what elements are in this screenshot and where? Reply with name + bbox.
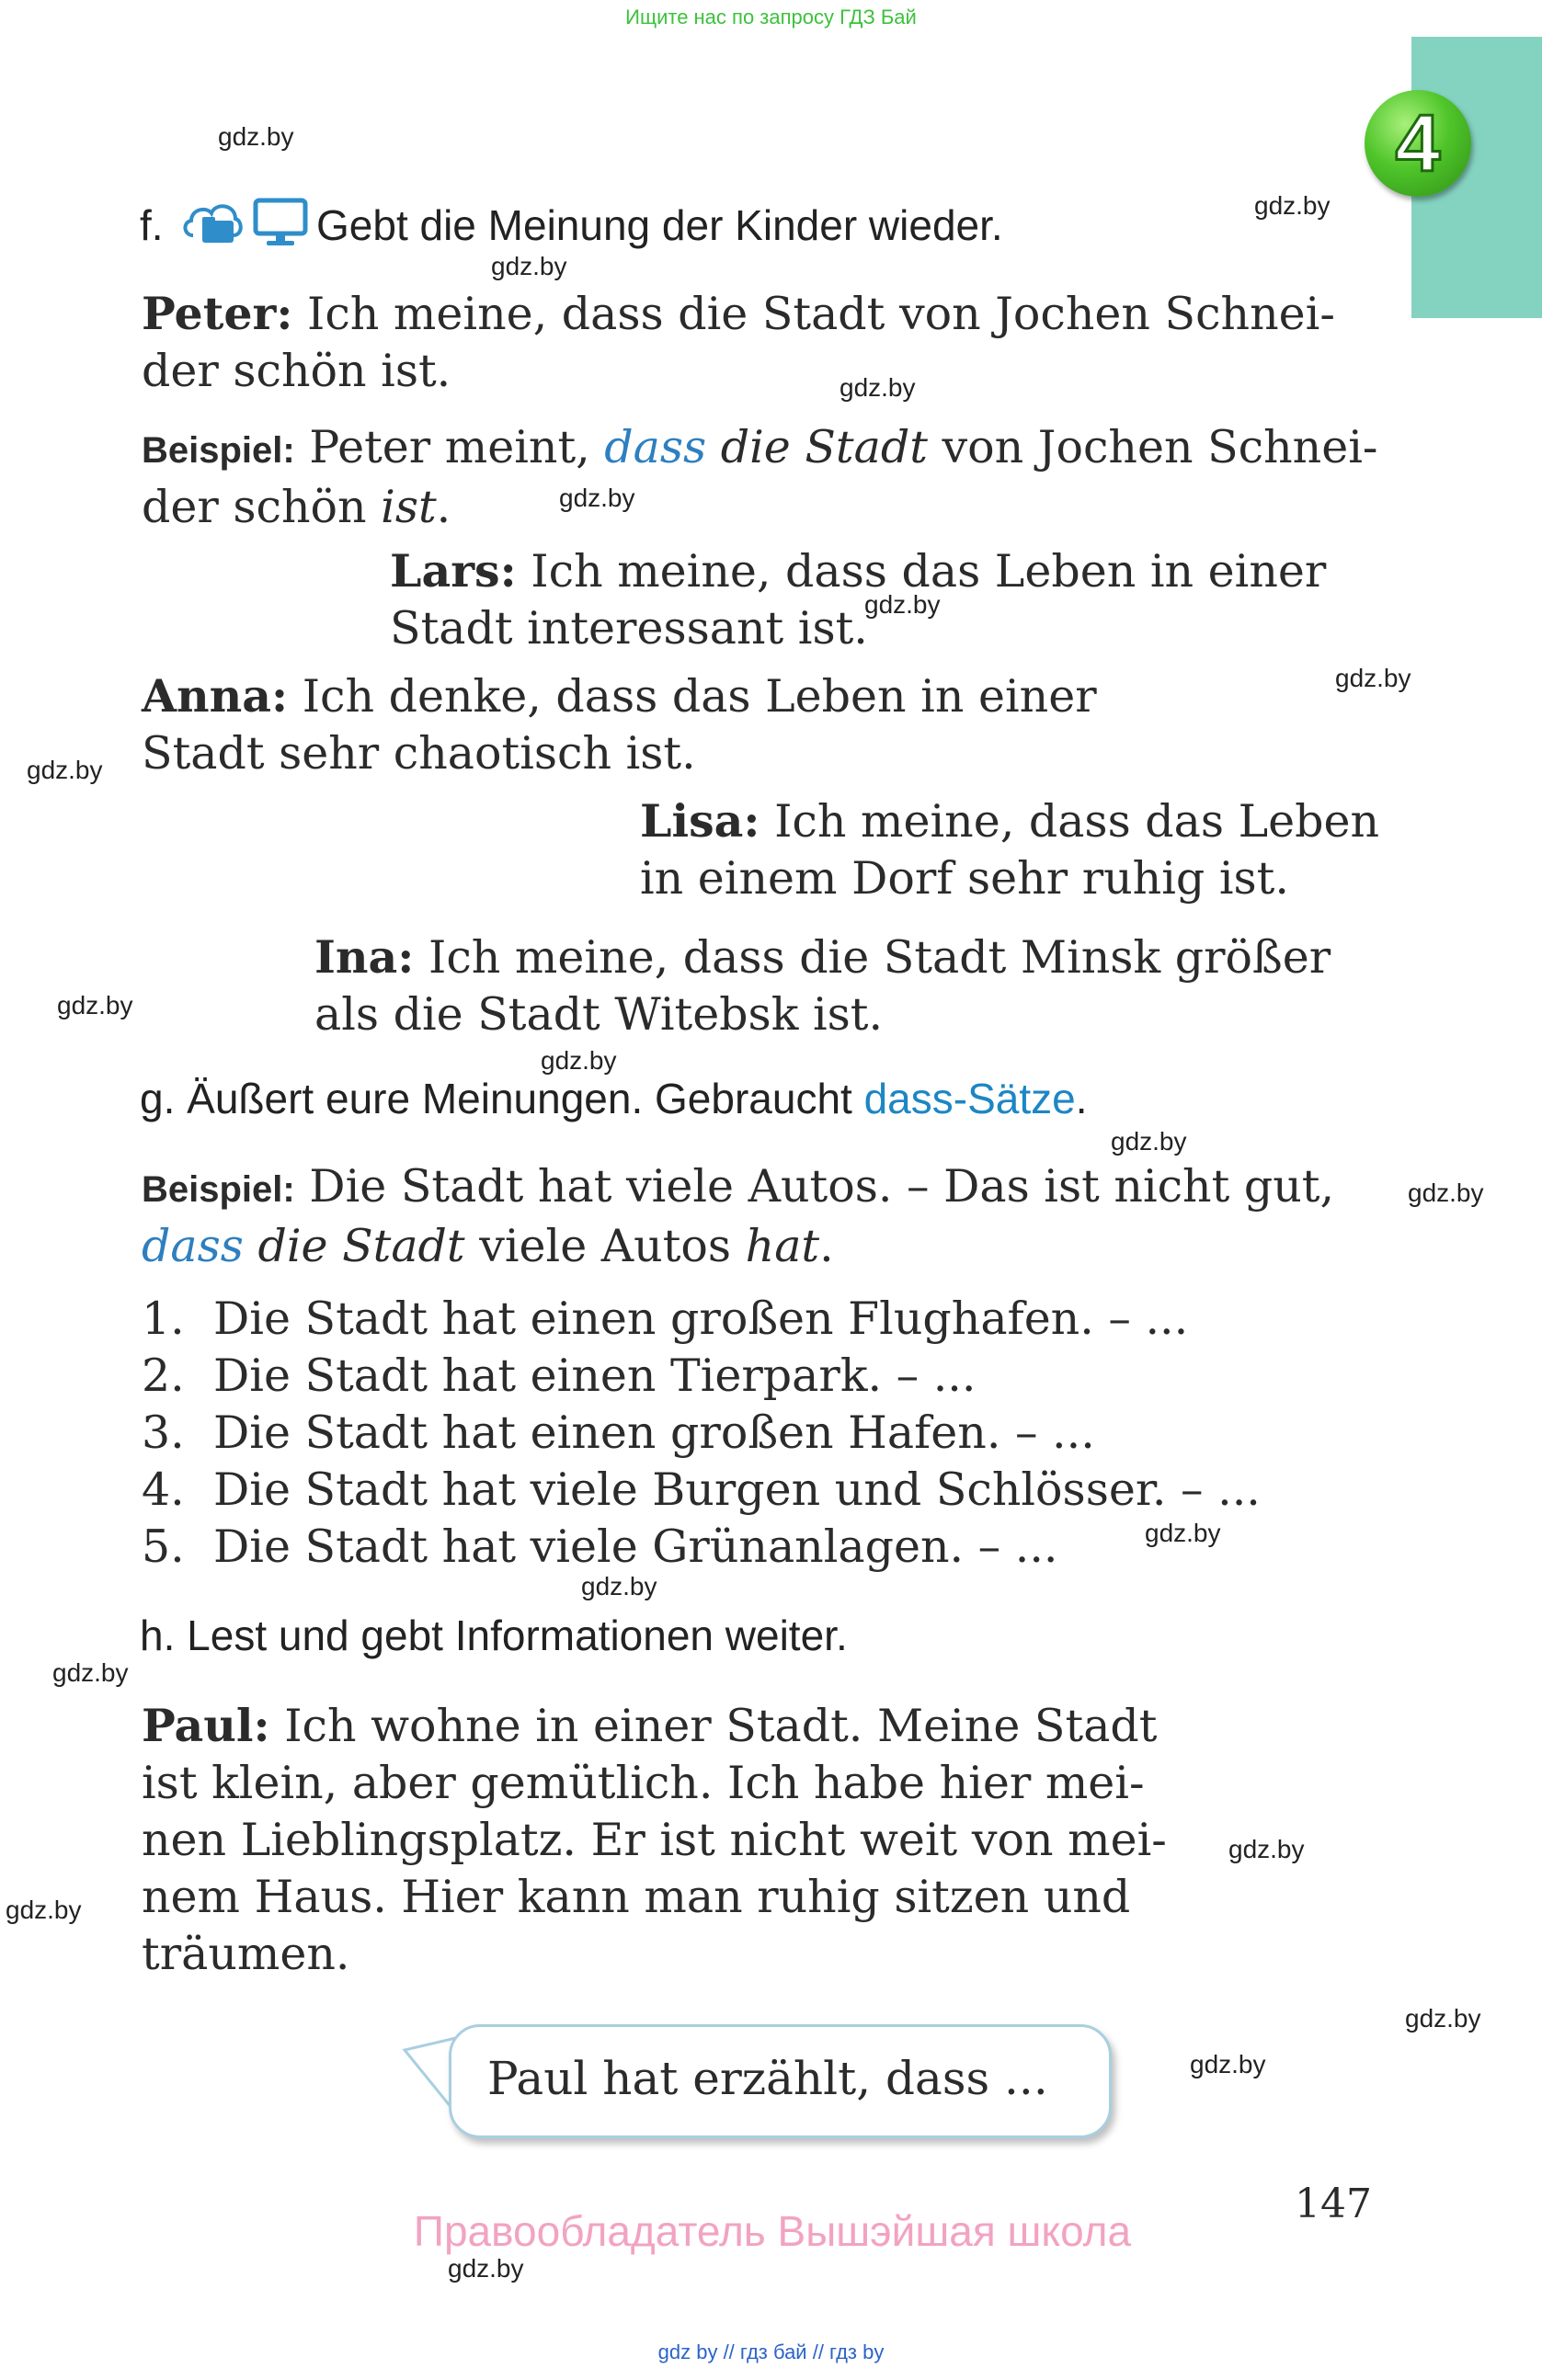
- task-letter: f.: [140, 201, 164, 249]
- list-item: [142, 1292, 1188, 1345]
- task-letter: h.: [140, 1611, 176, 1659]
- subject-italic: die Stadt: [257, 1220, 465, 1272]
- task-f-heading: [140, 200, 164, 250]
- statement-text: Stadt sehr chaotisch ist.: [142, 727, 696, 780]
- paragraph-line: träumen.: [142, 1928, 350, 1980]
- example-label: Beispiel:: [142, 430, 295, 471]
- watermark: gdz.by: [864, 590, 941, 619]
- watermark: gdz.by: [1145, 1519, 1221, 1547]
- statement-text: Ich meine, dass das Leben: [774, 795, 1380, 848]
- paragraph-line: ist klein, aber gemütlich. Ich habe hier mei-: [142, 1757, 1145, 1809]
- example-text: der schön: [142, 481, 367, 533]
- punctuation: .: [1075, 1075, 1088, 1122]
- example-text: viele Autos: [479, 1220, 732, 1272]
- watermark: gdz.by: [52, 1658, 129, 1687]
- watermark: gdz.by: [1335, 664, 1411, 692]
- page-number: 147: [1295, 2181, 1372, 2227]
- list-number: 5.: [142, 1520, 185, 1573]
- list-number: 4.: [142, 1463, 185, 1516]
- list-number: 1.: [142, 1292, 185, 1345]
- ina-statement: [314, 928, 1331, 1043]
- task-h-title: Lest und gebt Informationen weiter.: [187, 1611, 848, 1659]
- watermark: gdz.by: [57, 991, 133, 1019]
- subject-italic: die Stadt: [720, 421, 928, 473]
- watermark: gdz.by: [6, 1896, 82, 1924]
- computer-monitor-icon: [252, 197, 309, 248]
- example-text: von Jochen Schnei-: [942, 421, 1378, 473]
- list-number: 2.: [142, 1349, 185, 1402]
- speaker-name: Lisa:: [640, 794, 760, 848]
- list-item: [142, 1349, 976, 1402]
- watermark: gdz.by: [1111, 1127, 1187, 1156]
- list-text: Die Stadt hat einen Tierpark. – ...: [213, 1349, 977, 1402]
- list-text: Die Stadt hat viele Burgen und Schlösser. – ...: [213, 1463, 1261, 1516]
- watermark: gdz.by: [491, 252, 567, 280]
- watermark: gdz.by: [1254, 191, 1331, 220]
- punctuation: .: [819, 1220, 834, 1272]
- cloud-folder-icon: [180, 195, 245, 246]
- speaker-name: Paul:: [142, 1699, 270, 1752]
- dass-saetze-highlight: dass-Sätze: [863, 1075, 1076, 1122]
- list-text: Die Stadt hat einen großen Flughafen. – ...: [213, 1292, 1189, 1345]
- watermark: gdz.by: [448, 2254, 524, 2283]
- example-g: [142, 1158, 1334, 1275]
- top-banner[interactable]: Ищите нас по запросу ГДЗ Бай: [625, 6, 917, 28]
- lisa-statement: [640, 792, 1379, 907]
- watermark: gdz.by: [581, 1572, 657, 1600]
- statement-text: Ich denke, dass das Leben in einer: [302, 670, 1097, 723]
- list-item: [142, 1463, 1261, 1516]
- watermark: gdz.by: [1190, 2050, 1266, 2078]
- punctuation: .: [436, 481, 451, 533]
- watermark: gdz.by: [559, 484, 635, 512]
- watermark: gdz.by: [27, 756, 103, 784]
- list-text: Die Stadt hat viele Grünanlagen. – ...: [213, 1520, 1058, 1573]
- statement-text: in einem Dorf sehr ruhig ist.: [640, 852, 1289, 905]
- statement-text: als die Stadt Witebsk ist.: [314, 988, 884, 1041]
- watermark: gdz.by: [1405, 2004, 1481, 2033]
- speaker-name: Ina:: [314, 930, 415, 984]
- statement-text: der schön ist.: [142, 345, 451, 397]
- peter-statement: [142, 285, 1374, 400]
- list-text: Die Stadt hat einen großen Hafen. – ...: [213, 1406, 1095, 1459]
- task-g-heading: [140, 1074, 1088, 1123]
- speaker-name: Anna:: [142, 669, 289, 723]
- statement-text: Stadt interessant ist.: [390, 602, 868, 655]
- unit-number: 4: [1395, 97, 1441, 188]
- task-g-title: Äußert eure Meinungen. Gebraucht: [187, 1075, 852, 1122]
- task-letter: g.: [140, 1075, 176, 1122]
- watermark: gdz.by: [1408, 1179, 1484, 1207]
- speaker-name: Peter:: [142, 287, 293, 340]
- task-h-heading: [140, 1611, 848, 1660]
- lars-statement: [390, 542, 1326, 657]
- task-f-title: Gebt die Meinung der Kinder wieder.: [316, 201, 1003, 249]
- statement-text: Ich meine, dass das Leben in einer: [531, 545, 1327, 598]
- verb-italic: ist: [381, 481, 437, 533]
- statement-text: Ich meine, dass die Stadt Minsk größer: [428, 931, 1331, 984]
- watermark: gdz.by: [541, 1046, 617, 1075]
- speaker-name: Lars:: [390, 544, 517, 598]
- paul-paragraph: [142, 1697, 1167, 1983]
- example-text: Peter meint,: [309, 421, 590, 473]
- watermark: gdz.by: [840, 373, 916, 402]
- paragraph-line: Ich wohne in einer Stadt. Meine Stadt: [284, 1700, 1158, 1752]
- conjunction-highlight: dass: [142, 1220, 244, 1272]
- statement-text: Ich meine, dass die Stadt von Jochen Schnei-: [307, 288, 1335, 340]
- watermark: gdz.by: [1228, 1835, 1305, 1863]
- list-number: 3.: [142, 1406, 185, 1459]
- example-text: Die Stadt hat viele Autos. – Das ist nicht gut,: [309, 1160, 1335, 1213]
- speech-bubble-text: Paul hat erzählt, dass ...: [487, 2052, 1048, 2105]
- conjunction-highlight: dass: [604, 421, 707, 473]
- anna-statement: [142, 667, 1097, 782]
- list-item: [142, 1520, 1058, 1573]
- example-f: [142, 419, 1392, 536]
- list-item: [142, 1406, 1095, 1459]
- bottom-banner-links[interactable]: gdz by // гдз бай // гдз by: [657, 2340, 885, 2363]
- example-label: Beispiel:: [142, 1169, 295, 1210]
- paragraph-line: nem Haus. Hier kann man ruhig sitzen und: [142, 1871, 1131, 1923]
- paragraph-line: nen Lieblingsplatz. Er ist nicht weit von mei-: [142, 1814, 1167, 1866]
- verb-italic: hat: [745, 1220, 820, 1272]
- copyright-holder: Правообладатель Вышэйшая школа: [413, 2207, 1132, 2255]
- watermark: gdz.by: [218, 122, 294, 151]
